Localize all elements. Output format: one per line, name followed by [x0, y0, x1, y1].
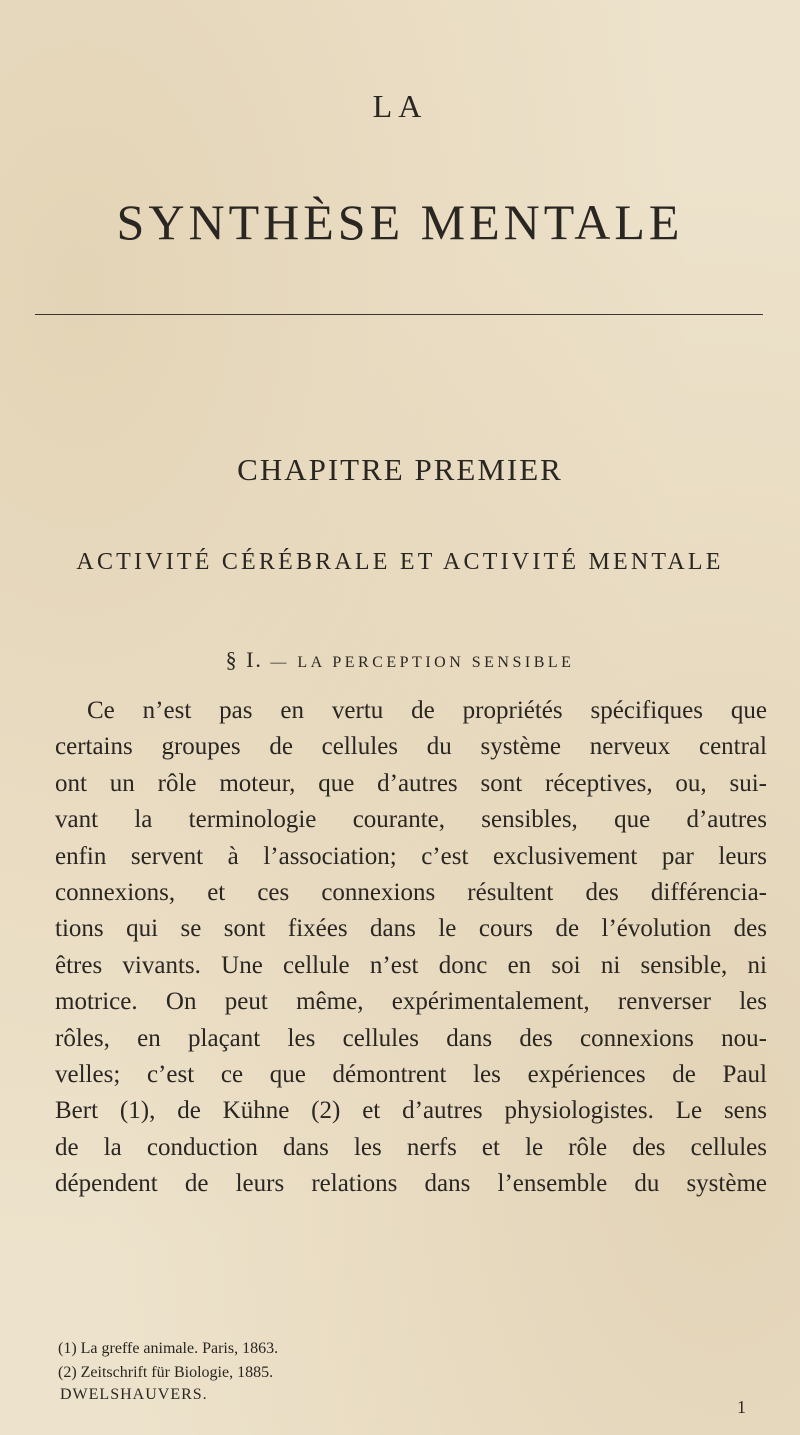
chapter-subtitle: ACTIVITÉ CÉRÉBRALE ET ACTIVITÉ MENTALE — [76, 549, 724, 575]
body-line: motrice. On peut même, expérimentalement, renverser les — [55, 988, 767, 1016]
body-line: enfin servent à l’association; c’est exclusivement par leurs — [55, 842, 767, 870]
body-line: rôles, en plaçant les cellules dans des connexions nou- — [55, 1024, 767, 1052]
body-line: de la conduction dans les nerfs et le rôle des cellules — [55, 1133, 767, 1161]
section-heading — [0, 647, 800, 673]
body-line: dépendent de leurs relations dans l’ensemble du système — [55, 1170, 767, 1198]
page-number: 1 — [737, 1397, 746, 1417]
body-paragraph — [55, 693, 767, 1203]
title-rule — [35, 314, 763, 315]
footnote: (1) La greffe animale. Paris, 1863. — [58, 1340, 279, 1357]
body-line: ont un rôle moteur, que d’autres sont réceptives, ou, sui- — [55, 769, 767, 797]
body-line: vant la terminologie courante, sensibles, que d’autres — [55, 806, 767, 834]
body-line: velles; c’est ce que démontrent les expériences de Paul — [55, 1061, 767, 1089]
body-line: connexions, et ces connexions résultent des différencia- — [55, 879, 767, 907]
title-kicker: LA — [372, 88, 428, 124]
body-line: certains groupes de cellules du système nerveux central — [55, 733, 767, 761]
body-line: tions qui se sont fixées dans le cours de l’évolution des — [55, 915, 767, 943]
body-line: Ce n’est pas en vertu de propriétés spécifiques que — [87, 697, 767, 724]
body-line: Bert (1), de Kühne (2) et d’autres physiologistes. Le sens — [55, 1097, 767, 1125]
body-line: êtres vivants. Une cellule n’est donc en soi ni sensible, ni — [55, 951, 767, 979]
footnote: (2) Zeitschrift für Biologie, 1885. — [58, 1364, 274, 1381]
section-mark: § I. — [225, 647, 263, 672]
chapter-label: CHAPITRE PREMIER — [237, 452, 563, 487]
book-title: SYNTHÈSE MENTALE — [116, 194, 684, 250]
printer-signature: DWELSHAUVERS. — [60, 1386, 208, 1403]
section-title: — LA PERCEPTION SENSIBLE — [270, 654, 575, 671]
